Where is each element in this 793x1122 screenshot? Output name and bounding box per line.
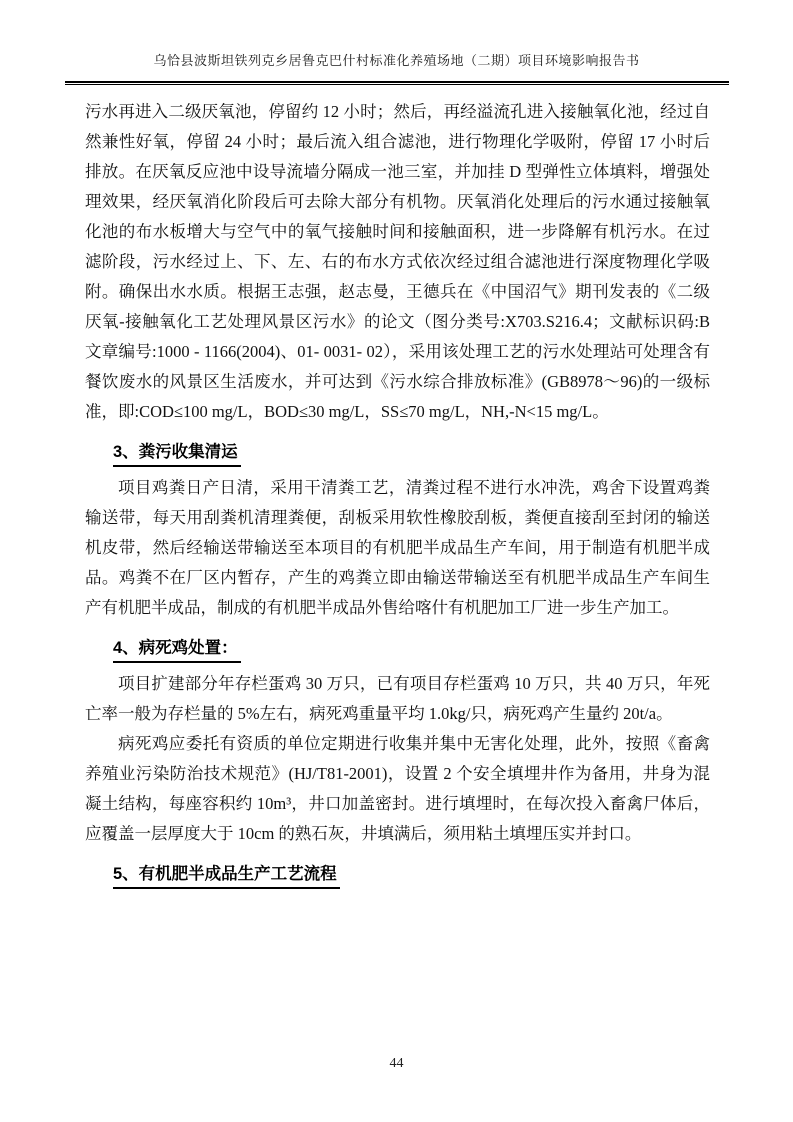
section-3-paragraph: 项目鸡粪日产日清，采用干清粪工艺，清粪过程不进行水冲洗，鸡舍下设置鸡粪输送带，每天用刮粪机清理粪便，刮板采用软性橡胶刮板，粪便直接刮至封闭的输送机皮带，然后经输送带输送至本项目的有机肥半成品生产车间，用于制造有机肥半成品。鸡粪不在厂区内暂存，产生的鸡粪立即由输送带输送至有机肥半成品生产车间生产有机肥半成品，制成的有机肥半成品外售给喀什有机肥加工厂进一步生产加工。 — [85, 478, 710, 617]
section-4-heading-text: 4、病死鸡处置： — [113, 636, 241, 663]
section-4-paragraph-1: 项目扩建部分年存栏蛋鸡 30 万只，已有项目存栏蛋鸡 10 万只，共 40 万只，年死亡率一般为存栏量的 5%左右，病死鸡重量平均 1.0kg/只，病死鸡产生量约 20t/a。 — [85, 674, 710, 723]
document-body — [0, 85, 793, 889]
page-number: 44 — [389, 1056, 404, 1071]
section-4-heading — [113, 636, 710, 663]
section-5-heading — [113, 862, 710, 889]
section-5-heading-text: 5、有机肥半成品生产工艺流程 — [113, 862, 340, 889]
section-3-heading-text: 3、粪污收集清运 — [113, 440, 241, 467]
report-header-title: 乌恰县波斯坦铁列克乡居鲁克巴什村标准化养殖场地（二期）项目环境影响报告书 — [153, 53, 640, 68]
section-3-heading — [113, 440, 710, 467]
section-4-paragraph-2: 病死鸡应委托有资质的单位定期进行收集并集中无害化处理，此外，按照《畜禽养殖业污染防治技术规范》(HJ/T81-2001)，设置 2 个安全填埋井作为备用，井身为混凝土结构，每座容积约 10m³，井口加盖密封。进行填埋时，在每次投入畜禽尸体后，应覆盖一层厚度大于 10cm 的熟石灰，井填满后，须用粘土填埋压实并封口。 — [85, 734, 710, 843]
body-paragraph-wastewater: 污水再进入二级厌氧池，停留约 12 小时；然后，再经溢流孔进入接触氧化池，经过自然兼性好氧，停留 24 小时；最后流入组合滤池，进行物理化学吸附，停留 17 小时后排放。在厌氧反应池中设导流墙分隔成一池三室，并加挂 D 型弹性立体填料，增强处理效果，经厌氧消化阶段后可去除大部分有机物。厌氧消化处理后的污水通过接触氧化池的布水板增大与空气中的氧气接触时间和接触面积，进一步降解有机污水。在过滤阶段，污水经过上、下、左、右的布水方式依次经过组合滤池进行深度物理化学吸附。确保出水水质。根据王志强，赵志曼，王德兵在《中国沼气》期刊发表的《二级厌氧-接触氧化工艺处理风景区污水》的论文（图分类号:X703.S216.4；文献标识码:B 文章编号:1000 - 1166(2004)、01- 0031- 02），采用该处理工艺的污水处理站可处理含有餐饮废水的风景区生活废水，并可达到《污水综合排放标准》(GB8978～96)的一级标准，即:COD≤100 mg/L，BOD≤30 mg/L，SS≤70 mg/L，NH,-N<15 mg/L。 — [85, 102, 710, 421]
